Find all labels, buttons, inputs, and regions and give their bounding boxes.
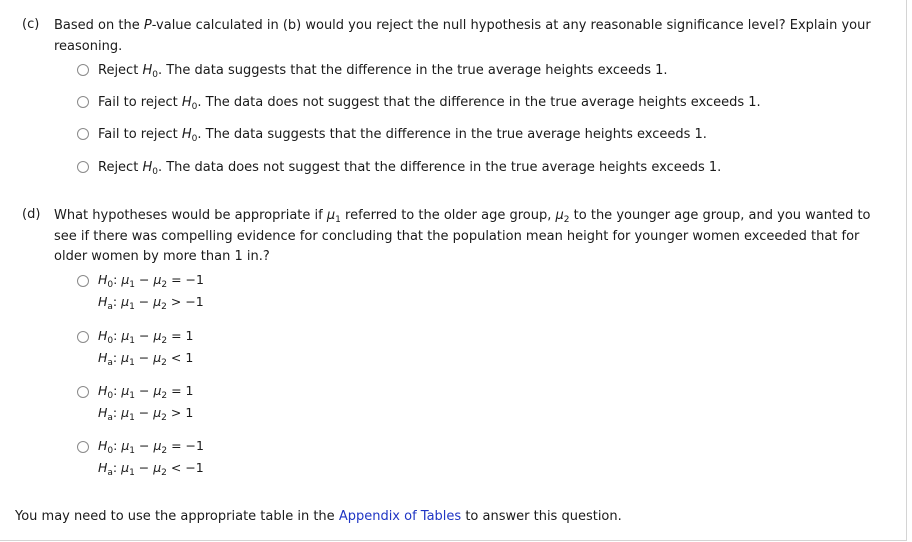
part-c-label: (c) (22, 17, 40, 32)
part-c-option-1[interactable] (77, 61, 668, 79)
radio-button[interactable] (77, 128, 89, 140)
radio-button[interactable] (77, 331, 89, 343)
option-text: Reject $H_0$. The data suggests that the difference in the true average heights exceeds 1. (98, 62, 668, 80)
null-hypothesis: $H_0$: $\mu_1 - \mu_2 = 1$ (98, 328, 194, 346)
part-c-option-3[interactable] (77, 125, 707, 143)
option-text: Reject $H_0$. The data does not suggest that the difference in the true average heights exceeds 1. (98, 159, 722, 177)
null-hypothesis: $H_0$: $\mu_1 - \mu_2 = -1$ (98, 272, 204, 290)
radio-button[interactable] (77, 386, 89, 398)
part-c-option-4[interactable] (77, 158, 721, 176)
alternative-hypothesis: $H_a$: $\mu_1 - \mu_2 < -1$ (98, 460, 204, 478)
alternative-hypothesis: $H_a$: $\mu_1 - \mu_2 > -1$ (98, 294, 204, 312)
alternative-hypothesis: $H_a$: $\mu_1 - \mu_2 < 1$ (98, 350, 194, 368)
radio-button[interactable] (77, 441, 89, 453)
radio-button[interactable] (77, 161, 89, 173)
radio-button[interactable] (77, 275, 89, 287)
null-hypothesis: $H_0$: $\mu_1 - \mu_2 = -1$ (98, 438, 204, 456)
null-hypothesis: $H_0$: $\mu_1 - \mu_2 = 1$ (98, 383, 194, 401)
option-text: Fail to reject $H_0$. The data does not suggest that the difference in the true average heights exceeds 1. (98, 94, 761, 112)
alternative-hypothesis: $H_a$: $\mu_1 - \mu_2 > 1$ (98, 405, 194, 423)
footer-note: You may need to use the appropriate table in the Appendix of Tables to answer this question. (15, 509, 622, 524)
radio-button[interactable] (77, 96, 89, 108)
part-d-question: What hypotheses would be appropriate if $\mu_1$ referred to the older age group, $\mu_2$ to the younger age group, and you wanted to see if there was compelling evidence for concluding that the population mean height for younger women exceeded that for older women by more than 1 in.? (54, 208, 871, 264)
appendix-of-tables-link[interactable]: Appendix of Tables (338, 509, 462, 524)
radio-button[interactable] (77, 64, 89, 76)
part-d-label: (d) (22, 207, 41, 222)
part-c-option-2[interactable] (77, 93, 761, 111)
part-c-question: Based on the P-value calculated in (b) would you reject the null hypothesis at any reasonable significance level? Explain your reasoning. (54, 18, 871, 54)
option-text: Fail to reject $H_0$. The data suggests that the difference in the true average heights exceeds 1. (98, 126, 707, 144)
